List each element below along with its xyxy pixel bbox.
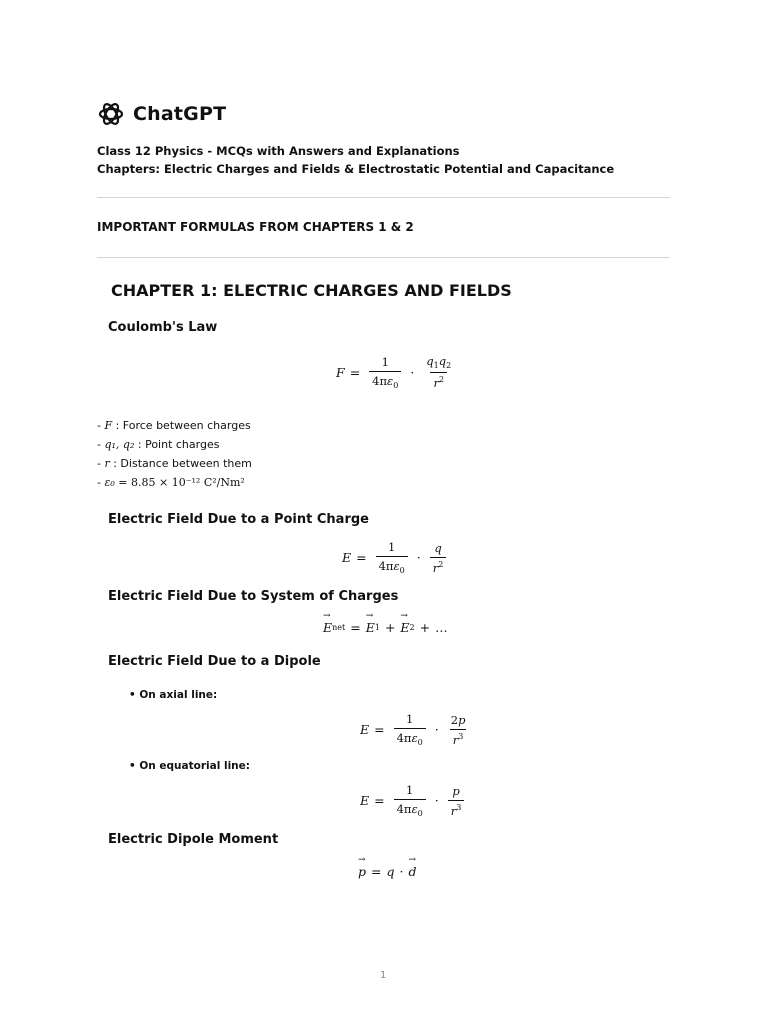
divider bbox=[97, 257, 670, 258]
definition-item: - F : Force between charges bbox=[97, 419, 251, 432]
chapter-title: CHAPTER 1: ELECTRIC CHARGES AND FIELDS bbox=[111, 281, 512, 300]
section-title-coulomb: Coulomb's Law bbox=[108, 320, 218, 335]
definition-item: - r : Distance between them bbox=[97, 457, 252, 470]
chatgpt-logo bbox=[97, 100, 226, 128]
formula-point-charge: E = $\frac{1}{4\pi\varepsilon_0}$ · $\frac{q}{r^2}$ bbox=[342, 540, 450, 575]
formula-dipole-moment: → p = q · → d bbox=[358, 864, 417, 879]
section-title-point-charge: Electric Field Due to a Point Charge bbox=[108, 512, 369, 527]
formula-dipole-equatorial: E = $\frac{1}{4\pi\varepsilon_0}$ · $\frac{p}{r^3}$ bbox=[360, 783, 468, 818]
doc-subtitle-line1: Class 12 Physics - MCQs with Answers and Explanations bbox=[97, 144, 460, 158]
formula-system: → E net = → E 1 + → E 2 + … bbox=[323, 620, 448, 635]
divider bbox=[97, 197, 670, 198]
section-title-dipole-moment: Electric Dipole Moment bbox=[108, 832, 279, 847]
section-title-system: Electric Field Due to System of Charges bbox=[108, 589, 399, 604]
page-number: 1 bbox=[380, 970, 387, 981]
section-title-dipole: Electric Field Due to a Dipole bbox=[108, 654, 321, 669]
definition-item: - ε₀ = 8.85 × 10⁻¹² C²/Nm² bbox=[97, 476, 245, 489]
openai-knot-icon bbox=[97, 100, 125, 128]
formulas-heading: IMPORTANT FORMULAS FROM CHAPTERS 1 & 2 bbox=[97, 220, 414, 234]
coulomb-definitions bbox=[97, 416, 252, 492]
formula-dipole-axial: E = $\frac{1}{4\pi\varepsilon_0}$ · $\frac{2p}{r^3}$ bbox=[360, 712, 466, 747]
formula-coulomb: F = $\frac{1}{4\pi\varepsilon_0}$ · $\frac{q_1q_2}{r^2}$ bbox=[336, 354, 452, 390]
definition-item: - q₁, q₂ : Point charges bbox=[97, 438, 220, 451]
doc-subtitle-line2: Chapters: Electric Charges and Fields & Electrostatic Potential and Capacitance bbox=[97, 162, 615, 176]
logo-text: ChatGPT bbox=[133, 103, 227, 125]
bullet-equatorial: • On equatorial line: bbox=[129, 760, 250, 772]
bullet-axial: • On axial line: bbox=[129, 689, 218, 701]
